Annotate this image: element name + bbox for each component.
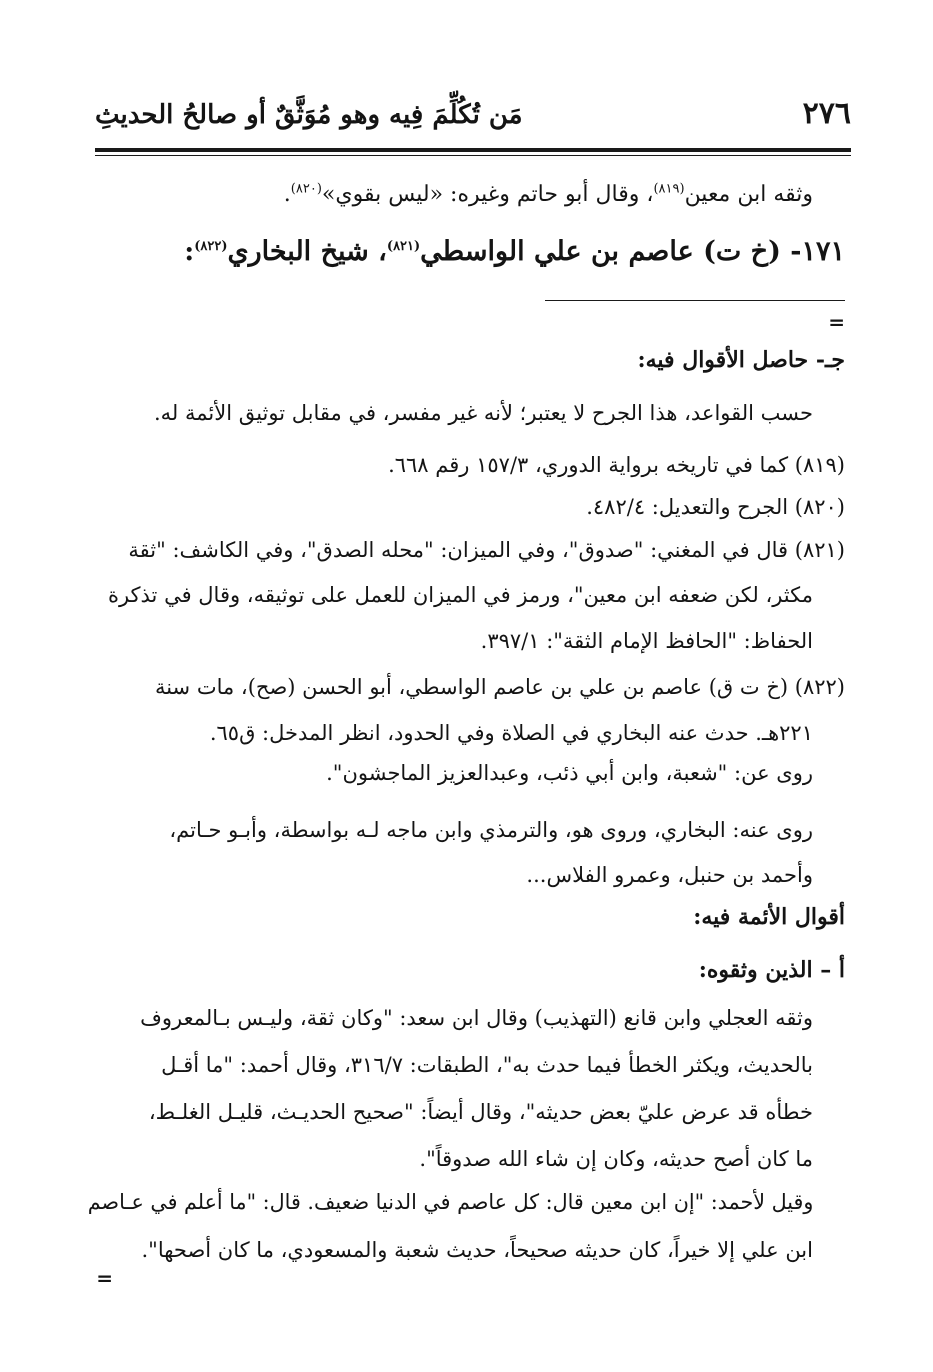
entry-heading bbox=[184, 232, 845, 272]
continuation-marker-bottom: = bbox=[96, 1266, 113, 1290]
header-rule-thin bbox=[95, 155, 851, 156]
imams-heading: أقوال الأئمة فيه: bbox=[693, 904, 845, 930]
entry-title: ١٧١- (خ ت) عاصم بن علي الواسطي bbox=[420, 236, 845, 267]
body-text: وثقه ابن معين bbox=[684, 182, 813, 207]
header-rule bbox=[95, 148, 851, 152]
page-number: ٢٧٦ bbox=[802, 96, 851, 131]
section-heading: جـ- حاصل الأقوال فيه: bbox=[637, 347, 845, 373]
footnote-819: (٨١٩) كما في تاريخه برواية الدوري، ١٥٧/٣ رقم ٦٦٨. bbox=[388, 453, 845, 477]
footnote-separator bbox=[545, 300, 845, 301]
entry-title: : bbox=[184, 236, 195, 267]
trusted-heading: أ – الذين وثقوه: bbox=[698, 957, 845, 983]
footnote-822-line-2: ٢٢١هـ. حدث عنه البخاري في الصلاة وفي الحدود، انظر المدخل: ق٦٥. bbox=[209, 721, 813, 745]
summary-line: حسب القواعد، هذا الجرح لا يعتبر؛ لأنه غير مفسر، في مقابل توثيق الأئمة له. bbox=[153, 401, 813, 425]
trusted-line-2: بالحديث، ويكثر الخطأ فيما حدث به"، الطبقات: ٣١٦/٧، وقال أحمد: "ما أقـل bbox=[161, 1053, 813, 1077]
body-text: . bbox=[283, 182, 291, 207]
footnote-820: (٨٢٠) الجرح والتعديل: ٤٨٢/٤. bbox=[586, 495, 845, 519]
footnote-822-line-5: وأحمد بن حنبل، وعمرو الفلاس... bbox=[526, 863, 813, 887]
trusted-line-6: ابن علي إلا خيراً، كان حديثه صحيحاً، حديث شعبة والمسعودي، ما كان أصحها". bbox=[141, 1238, 813, 1262]
body-text: ، وقال أبو حاتم وغيره: «ليس بقوي» bbox=[321, 182, 654, 207]
page-header bbox=[95, 92, 851, 140]
footnote-821-line-3: الحفاظ: "الحافظ الإمام الثقة": ٣٩٧/١. bbox=[480, 629, 813, 653]
trusted-line-3: خطأه قد عرض عليّ بعض حديثه"، وقال أيضاً: "صحيح الحديـث، قليـل الغلـط، bbox=[148, 1100, 813, 1124]
trusted-line-1: وثقه العجلي وابن قانع (التهذيب) وقال ابن سعد: "وكان ثقة، وليـس بـالمعروف bbox=[140, 1006, 813, 1030]
footnote-821-line-2: مكثر، لكن ضعفه ابن معين"، ورمز في الميزان للعمل على توثيقه، وقال في تذكرة bbox=[107, 583, 813, 607]
continuation-marker: = bbox=[828, 310, 845, 334]
footnote-ref[interactable]: (٨٢١) bbox=[386, 239, 421, 254]
footnote-821-line-1: (٨٢١) قال في المغني: "صدوق"، وفي الميزان: "محله الصدق"، وفي الكاشف: "ثقة bbox=[128, 538, 845, 562]
footnote-ref[interactable]: (٨١٩) bbox=[653, 181, 685, 197]
footnote-ref[interactable]: (٨٢٢) bbox=[194, 239, 228, 254]
footnote-822-line-1: (٨٢٢) (خ ت ق) عاصم بن علي بن عاصم الواسطي، أبو الحسن (صح)، مات سنة bbox=[154, 675, 845, 699]
footnote-ref[interactable]: (٨٢٠) bbox=[290, 181, 322, 197]
trusted-line-5: وقيل لأحمد: "إن ابن معين قال: كل عاصم في الدنيا ضعيف. قال: "ما أعلم في عـاصم bbox=[87, 1190, 813, 1214]
running-title: مَن تُكُلِّمَ فِيه وهو مُوَثَّقٌ أو صالحُ الحديثِ bbox=[95, 100, 523, 130]
entry-title: ، شيخ البخاري bbox=[227, 236, 387, 267]
trusted-line-4: ما كان أصح حديثه، وكان إن شاء الله صدوقاً". bbox=[419, 1147, 813, 1171]
footnote-822-line-4: روى عنه: البخاري، وروى هو، والترمذي وابن ماجه لـه بواسطة، وأبـو حـاتم، bbox=[169, 818, 813, 842]
body-line-1 bbox=[284, 180, 813, 210]
footnote-822-line-3: روى عن: "شعبة، وابن أبي ذئب، وعبدالعزيز الماجشون". bbox=[326, 761, 813, 785]
